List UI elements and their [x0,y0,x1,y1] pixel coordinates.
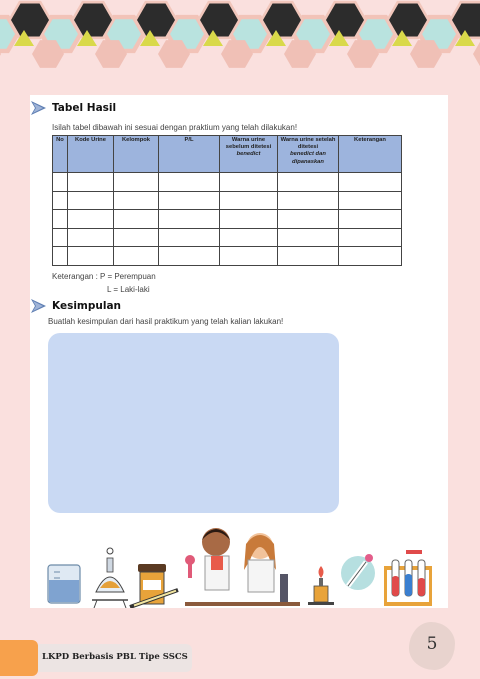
table-cell[interactable] [114,191,159,210]
table-cell[interactable] [278,191,339,210]
table-cell[interactable] [114,228,159,247]
kesimpulan-title: Kesimpulan [52,300,122,312]
kesimpulan-instruction: Buatlah kesimpulan dari hasil praktikum yang telah kalian lakukan! [48,317,284,326]
table-cell[interactable] [114,210,159,229]
table-cell[interactable] [278,228,339,247]
flask-icon [92,548,128,608]
hexagon-banner [0,0,480,80]
column-header-sublabel: benedict dan dipanaskan [290,151,326,165]
table-header-row [53,136,402,173]
table-cell[interactable] [159,191,220,210]
table-cell[interactable] [53,228,68,247]
table-cell[interactable] [278,210,339,229]
lab-illustration [30,520,448,608]
legend-line-2: L = Laki-laki [107,285,150,294]
column-header [68,136,114,173]
table-cell[interactable] [339,228,402,247]
table-cell[interactable] [159,228,220,247]
table-row [53,210,402,229]
test-tube-rack-icon [384,550,432,606]
footer-accent [0,640,38,676]
table-row [53,247,402,266]
kesimpulan-heading [30,298,121,314]
table-cell[interactable] [220,210,278,229]
tabel-hasil-heading [30,100,116,116]
hexagon-shape [473,40,480,68]
result-table [52,135,402,266]
dropper-icon [341,554,375,590]
column-header-label: Warna urine setelah ditetesi [280,137,336,151]
table-cell[interactable] [278,173,339,192]
column-header-sublabel: benedict [236,151,261,158]
burner-icon [308,566,334,605]
table-row [53,173,402,192]
column-header-label: Warna urine sebelum ditetesi [225,137,272,151]
table-cell[interactable] [339,210,402,229]
conclusion-input-box[interactable] [48,333,339,513]
column-header [159,136,220,173]
arrow-bullet-icon [30,298,48,314]
table-cell[interactable] [220,191,278,210]
table-cell[interactable] [68,210,114,229]
urine-jar-icon [130,564,178,607]
table-cell[interactable] [339,173,402,192]
table-cell[interactable] [278,247,339,266]
table-cell[interactable] [159,247,220,266]
table-cell[interactable] [53,210,68,229]
table-cell[interactable] [53,173,68,192]
column-header-label: P/L [184,137,194,143]
tabel-hasil-title: Tabel Hasil [52,102,117,114]
beaker-icon [48,565,80,603]
column-header [53,136,68,173]
table-cell[interactable] [68,173,114,192]
table-cell[interactable] [114,247,159,266]
column-header [220,136,278,173]
table-cell[interactable] [68,228,114,247]
table-cell[interactable] [220,228,278,247]
column-header-label: Kelompok [121,137,151,143]
page-number: 5 [426,634,438,654]
table-cell[interactable] [68,191,114,210]
table-cell[interactable] [220,173,278,192]
column-header [339,136,402,173]
table-cell[interactable] [159,210,220,229]
column-header-label: Kode Urine [75,137,106,143]
column-header [278,136,339,173]
table-cell[interactable] [159,173,220,192]
table-cell[interactable] [339,247,402,266]
table-row [53,191,402,210]
table-cell[interactable] [68,247,114,266]
tabel-hasil-instruction: Isilah tabel dibawah ini sesuai dengan praktium yang telah dilakukan! [52,123,298,132]
table-cell[interactable] [339,191,402,210]
table-row [53,228,402,247]
legend-line-1: Keterangan : P = Perempuan [52,272,156,281]
column-header-label: No [56,137,64,143]
scientist-kids-icon [185,528,300,606]
column-header [114,136,159,173]
footer-label: LKPD Berbasis PBL Tipe SSCS [42,652,188,662]
table-cell[interactable] [53,247,68,266]
table-cell[interactable] [53,191,68,210]
column-header-label: Keterangan [354,137,386,143]
arrow-bullet-icon [30,100,48,116]
table-cell[interactable] [220,247,278,266]
worksheet-page [30,95,448,608]
table-cell[interactable] [114,173,159,192]
